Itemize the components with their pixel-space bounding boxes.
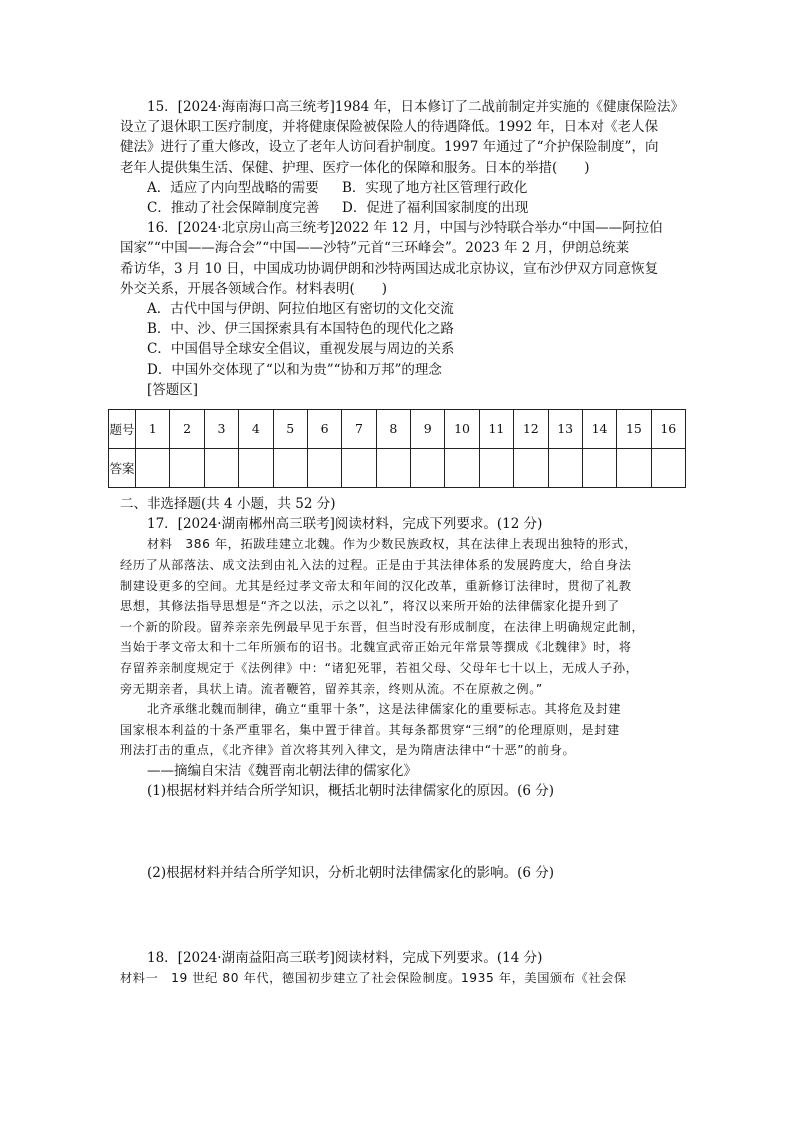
q15-option-b: B．实现了地方社区管理行政化: [342, 179, 528, 196]
answer-table-answer-row: [109, 449, 686, 488]
question-number-cell: 2: [170, 410, 204, 449]
question-number-cell: 9: [411, 410, 445, 449]
answer-table-number-row: [109, 410, 686, 449]
question-number-cell: 8: [376, 410, 410, 449]
question-number-cell: 13: [548, 410, 582, 449]
question-number-cell: 3: [204, 410, 238, 449]
q15-options-row-1: [120, 178, 685, 198]
answer-cell[interactable]: [204, 449, 238, 488]
q15-stem-line-2: 设立了退休职工医疗制度，并将健康保险被保险人的待遇降低。1992 年，日本对《老人保: [120, 119, 659, 136]
q18-material-line: 材料一 19 世纪 80 年代，德国初步建立了社会保险制度。1935 年，美国颁布《社会保: [120, 970, 627, 985]
answer-header: 答案: [109, 449, 136, 488]
answer-cell[interactable]: [170, 449, 204, 488]
q17-intro: 17．[2024·湖南郴州高三联考]阅读材料，完成下列要求。(12 分): [147, 516, 543, 533]
q15-stem-line-3: 健法》进行了重大修改，设立了老年人访问看护制度。1997 年通过了“介护保险制度”，向: [120, 139, 659, 156]
q16-option-a: A．古代中国与伊朗、阿拉伯地区有密切的文化交流: [147, 301, 454, 318]
q17-subquestion-2: (2)根据材料并结合所学知识，分析北朝时法律儒家化的影响。(6 分): [147, 865, 555, 882]
question-number-cell: 10: [445, 410, 479, 449]
q17-answer-space-1[interactable]: [120, 801, 685, 863]
q17-subquestion-1: (1)根据材料并结合所学知识，概括北朝时法律儒家化的原因。(6 分): [147, 783, 555, 800]
q16-stem-line-2: 国家”“中国——海合会”“中国——沙特”元首“三环峰会”。2023 年 2 月，伊朗总统莱: [120, 240, 630, 257]
question-number-cell: 6: [307, 410, 341, 449]
page-content: [109, 97, 685, 988]
q18-material: [120, 968, 685, 989]
q17-material-line: 一个新的阶段。留养亲亲先例最早见于东晋，但当时没有形成制度，在法律上明确规定此制，: [120, 619, 645, 634]
q17-material: [120, 534, 685, 761]
question-number-cell: 12: [514, 410, 548, 449]
q15-option-a: A．适应了内向型战略的需要: [147, 179, 319, 196]
question-number-cell: 15: [617, 410, 651, 449]
answer-cell[interactable]: [445, 449, 479, 488]
question-number-cell: 7: [342, 410, 376, 449]
q16-stem-line-4: 外交关系，开展各领域合作。材料表明( ): [120, 280, 388, 297]
question-number-cell: 16: [651, 410, 685, 449]
q17-material-line: 存留养亲制度规定于《法例律》中：“诸犯死罪，若祖父母、父母年七十以上，无成人子孙，: [120, 661, 639, 676]
q17-material-line: 旁无期亲者，具状上请。流者鞭笞，留养其亲，终则从流。不在原赦之例。”: [120, 681, 543, 696]
question-number-header: 题号: [109, 410, 136, 449]
answer-cell[interactable]: [411, 449, 445, 488]
q17-material-line: 当始于孝文帝太和十二年所颁布的诏书。北魏宣武帝正始元年常景等撰成《北魏律》时，将: [120, 640, 632, 655]
section-2-title: 二、非选择题(共 4 小题，共 52 分): [120, 496, 336, 513]
q16-option-b: B．中、沙、伊三国探索具有本国特色的现代化之路: [147, 321, 454, 338]
q15-stem-line-4: 老年人提供集生活、保健、护理、医疗一体化的保障和服务。日本的举措( ): [120, 159, 590, 176]
q17-material-line: 北齐承继北魏而制律，确立“重罪十条”，这是法律儒家化的重要标志。其将危及封建: [147, 702, 622, 717]
answer-cell[interactable]: [273, 449, 307, 488]
answer-cell[interactable]: [617, 449, 651, 488]
answer-cell[interactable]: [307, 449, 341, 488]
answer-table: [108, 409, 686, 488]
q17-material-line: 制建设更多的空间。尤其是经过孝文帝太和年间的汉化改革，重新修订法律时，贯彻了礼教: [120, 578, 632, 593]
question-number-cell: 4: [239, 410, 273, 449]
question-number-cell: 14: [582, 410, 616, 449]
q17-material-line: 经历了从部落法、成文法到由礼入法的过程。正是由于其法律体系的发展跨度大，给自身法: [120, 558, 632, 573]
answer-cell[interactable]: [514, 449, 548, 488]
q16-option-c: C．中国倡导全球安全倡议，重视发展与周边的关系: [147, 341, 455, 358]
q15-option-c: C．推动了社会保障制度完善: [147, 200, 320, 217]
q16-stem-line-3: 希访华，3 月 10 日，中国成功协调伊朗和沙特两国达成北京协议，宣布沙伊双方同意恢复: [120, 260, 659, 277]
answer-cell[interactable]: [479, 449, 513, 488]
answer-cell[interactable]: [548, 449, 582, 488]
q17-material-line: 刑法打击的重点，《北齐律》首次将其列入律文，是为隋唐法律中“十恶”的前身。: [120, 743, 576, 758]
answer-area-label: [答题区]: [147, 381, 199, 398]
answer-cell[interactable]: [239, 449, 273, 488]
q17-answer-space-2[interactable]: [120, 884, 685, 948]
question-number-cell: 11: [479, 410, 513, 449]
answer-cell[interactable]: [136, 449, 170, 488]
q17-material-line: 思想，其修法指导思想是“齐之以法，示之以礼”，将汉以来所开始的法律儒家化提升到了: [120, 599, 620, 614]
q15-options-row-2: [120, 198, 685, 218]
question-number-cell: 1: [136, 410, 170, 449]
q17-material-line: 国家根本利益的十条严重罪名，集中置于律首。其每条都贯穿“三纲”的伦理原则，是封建: [120, 722, 620, 737]
q17-material-line: 材料 386 年，拓跋珪建立北魏。作为少数民族政权，其在法律上表现出独特的形式，: [147, 537, 637, 552]
answer-cell[interactable]: [582, 449, 616, 488]
answer-cell[interactable]: [651, 449, 685, 488]
q15-option-d: D．促进了福利国家制度的出现: [342, 200, 529, 217]
q16-option-d: D．中国外交体现了“以和为贵”“协和万邦”的理念: [147, 361, 442, 378]
question-number-cell: 5: [273, 410, 307, 449]
q16-stem-line-1: 16．[2024·北京房山高三统考]2022 年 12 月，中国与沙特联合举办“中国——阿拉伯: [147, 220, 663, 237]
answer-cell[interactable]: [376, 449, 410, 488]
q15-stem-line-1: 15．[2024·海南海口高三统考]1984 年，日本修订了二战前制定并实施的《健康保险法》: [147, 99, 685, 115]
q18-intro: 18．[2024·湖南益阳高三联考]阅读材料，完成下列要求。(14 分): [147, 949, 543, 966]
q17-source: ——摘编自宋洁《魏晋南北朝法律的儒家化》: [147, 762, 417, 779]
answer-cell[interactable]: [342, 449, 376, 488]
